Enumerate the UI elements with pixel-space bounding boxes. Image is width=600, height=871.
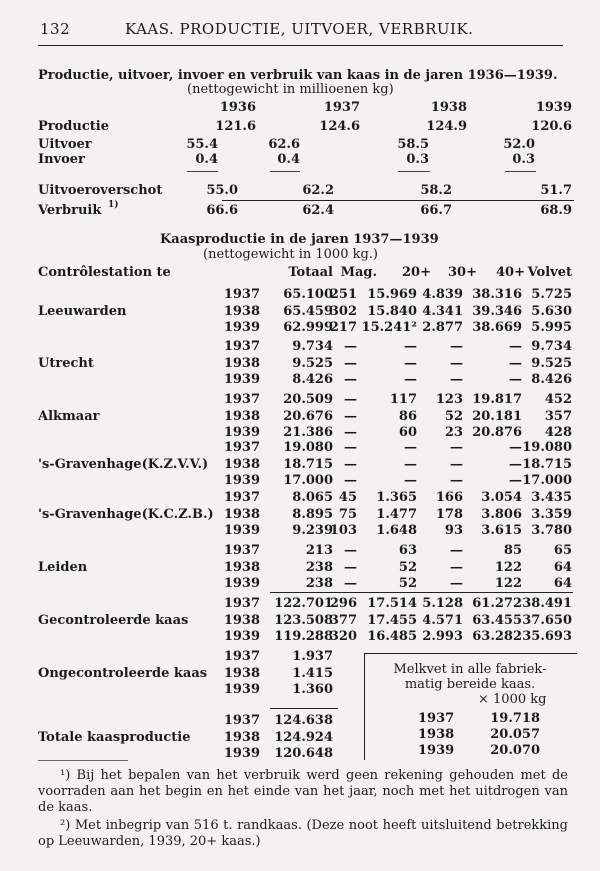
table2-cell: 1938: [223, 729, 260, 745]
table2-cell: 1939: [223, 473, 260, 488]
table2-cell: 35.693: [522, 629, 572, 644]
table1-row-label: Uitvoeroverschot: [38, 183, 163, 198]
table2-cell: 5.725: [531, 287, 572, 302]
table2-cell: 117: [389, 392, 417, 407]
table1-cell: 55.0: [206, 183, 238, 198]
table2-cell: 85: [503, 543, 522, 558]
column-header: 20+: [402, 265, 431, 280]
column-header: Contrôlestation te: [38, 265, 171, 280]
table1-cell: 58.2: [420, 183, 452, 198]
table2-cell: 120.648: [274, 746, 333, 761]
table2-cell: 251: [329, 287, 357, 302]
table2-cell: —: [344, 392, 357, 407]
table2-cell: —: [404, 440, 417, 455]
table2-cell: 8.426: [292, 372, 333, 387]
column-header: Volvet: [527, 265, 572, 280]
table2-cell: —: [450, 543, 463, 558]
table2-cell: 1.415: [292, 665, 333, 681]
total-rule: [222, 200, 574, 201]
table2-cell: 65.100: [283, 287, 333, 302]
table2-cell: 2.993: [422, 629, 463, 644]
table2-cell: 124.924: [274, 729, 333, 745]
table2-cell: 3.054: [481, 490, 522, 505]
group-label: Utrecht: [38, 355, 94, 371]
table2-cell: 1.360: [292, 682, 333, 697]
table1-row-label: Verbruik: [38, 203, 102, 218]
table1-cell: 62.2: [302, 183, 334, 198]
table2-cell: 38.491: [522, 596, 572, 611]
table2-cell: 238: [305, 559, 333, 575]
subtotal-rule: [398, 171, 430, 172]
table2-cell: 1938: [223, 506, 260, 522]
table2-cell: 17.000: [283, 473, 333, 488]
table2-cell: 1939: [223, 629, 260, 644]
table2-cell: 178: [435, 506, 463, 522]
table2-cell: 52: [398, 559, 417, 575]
table2-cell: 296: [329, 596, 357, 611]
table2-cell: 238: [305, 576, 333, 591]
table2-cell: 23: [444, 425, 463, 440]
table2-cell: 20.876: [472, 425, 522, 440]
table1-cell: 66.7: [420, 203, 452, 218]
table2-cell: 5.128: [422, 596, 463, 611]
table2-cell: —: [450, 440, 463, 455]
table2-cell: 38.316: [472, 287, 522, 302]
table1-cell: 62.6: [268, 137, 300, 152]
table2-cell: 377: [329, 612, 357, 628]
year-header: 1937: [323, 100, 360, 115]
table2-cell: 1937: [223, 287, 260, 302]
table2-cell: 1939: [223, 523, 260, 538]
table2-cell: 18.715: [283, 456, 333, 472]
table2-cell: 63.455: [472, 612, 522, 628]
table2-cell: 1.365: [376, 490, 417, 505]
table2-cell: 452: [544, 392, 572, 407]
table1-cell: 52.0: [503, 137, 535, 152]
table2-cell: 1938: [223, 612, 260, 628]
table2-cell: 1937: [223, 713, 260, 728]
table2-cell: —: [344, 372, 357, 387]
table2-cell: 3.435: [531, 490, 572, 505]
table2-cell: 52: [398, 576, 417, 591]
table2-cell: 1939: [223, 372, 260, 387]
table2-cell: —: [404, 339, 417, 354]
table2-cell: 1937: [223, 392, 260, 407]
table2-cell: 18.715: [522, 456, 572, 472]
table2-cell: 75: [338, 506, 357, 522]
table2-cell: 52: [444, 408, 463, 424]
table2-cell: —: [450, 372, 463, 387]
table2-cell: 119.288: [274, 629, 333, 644]
column-header: Totaal: [288, 265, 333, 280]
table1-cell: 0.3: [406, 152, 429, 167]
table1-cell: 0.3: [512, 152, 535, 167]
table1-cell: 121.6: [215, 119, 256, 134]
table2-cell: 1937: [223, 649, 260, 664]
table2-cell: 1938: [223, 408, 260, 424]
table2-cell: 20.509: [283, 392, 333, 407]
table2-cell: 122.701: [274, 596, 333, 611]
table2-cell: —: [344, 425, 357, 440]
table1-cell: 0.4: [277, 152, 300, 167]
table2-cell: —: [450, 559, 463, 575]
table2-cell: 428: [544, 425, 572, 440]
table1-row-label: Productie: [38, 119, 109, 134]
table2-cell: 9.525: [531, 355, 572, 371]
table2-cell: 17.455: [367, 612, 417, 628]
table2-rule: [270, 592, 573, 593]
table2-cell: —: [344, 576, 357, 591]
table2-cell: 213: [305, 543, 333, 558]
table2-cell: —: [344, 440, 357, 455]
table2-cell: 1.648: [376, 523, 417, 538]
table2-cell: 124.638: [274, 713, 333, 728]
table2-cell: —: [509, 473, 522, 488]
table2-cell: 1937: [223, 490, 260, 505]
table2-cell: 8.426: [531, 372, 572, 387]
table2-cell: 19.080: [522, 440, 572, 455]
table2-cell: 5.995: [531, 320, 572, 335]
year-header: 1938: [430, 100, 467, 115]
table2-cell: 1939: [223, 682, 260, 697]
table2-cell: 16.485: [367, 629, 417, 644]
melkvet-year: 1937: [418, 711, 455, 726]
group-label: Ongecontroleerde kaas: [38, 665, 208, 681]
melkvet-value: 19.718: [490, 711, 540, 726]
table2-cell: 39.346: [472, 303, 522, 319]
group-label: Totale kaasproductie: [38, 729, 191, 745]
year-header: 1939: [535, 100, 572, 115]
column-header: Mag.: [340, 265, 377, 280]
group-label: Leeuwarden: [38, 303, 127, 319]
table2-cell: 217: [329, 320, 357, 335]
table2-cell: 123.508: [274, 612, 333, 628]
table2-cell: 17.514: [367, 596, 417, 611]
table2-cell: 62.999: [283, 320, 333, 335]
table2-cell: —: [509, 440, 522, 455]
table2-cell: 19.817: [472, 392, 522, 407]
table2-cell: 17.000: [522, 473, 572, 488]
table1-row-label: Invoer: [38, 152, 85, 167]
table2-subtitle: (nettogewicht in 1000 kg.): [203, 247, 379, 262]
table2-cell: 3.615: [481, 523, 522, 538]
table2-cell: 123: [435, 392, 463, 407]
footnote-ref: 1): [108, 200, 119, 210]
table1-cell: 124.6: [319, 119, 360, 134]
table2-cell: —: [450, 355, 463, 371]
table1-cell: 58.5: [397, 137, 429, 152]
table2-cell: 4.839: [422, 287, 463, 302]
table2-cell: 1937: [223, 543, 260, 558]
melkvet-year: 1938: [418, 727, 455, 742]
table2-cell: 1937: [223, 440, 260, 455]
table2-cell: —: [404, 473, 417, 488]
table1-title: Productie, uitvoer, invoer en verbruik van kaas in de jaren 1936—1939.: [38, 68, 558, 83]
header-rule: [38, 45, 563, 46]
table2-cell: 1938: [223, 456, 260, 472]
table2-cell: —: [450, 576, 463, 591]
footnote-1: ¹) Bij het bepalen van het verbruik werd geen rekening gehouden met de voorraden aan het begin en het einde van het jaar, noch met het uitdrogen van de kaas.: [38, 768, 568, 815]
table2-cell: 93: [444, 523, 463, 538]
group-label: Leiden: [38, 559, 88, 575]
table2-cell: —: [344, 543, 357, 558]
table2-cell: 64: [553, 559, 572, 575]
table2-cell: —: [509, 456, 522, 472]
table2-cell: 320: [329, 629, 357, 644]
table1-cell: 124.9: [426, 119, 467, 134]
table2-cell: 1.477: [376, 506, 417, 522]
running-title: KAAS. PRODUCTIE, UITVOER, VERBRUIK.: [125, 20, 474, 38]
table2-cell: 1938: [223, 665, 260, 681]
table2-cell: 1939: [223, 746, 260, 761]
subtotal-rule: [505, 171, 536, 172]
table1-cell: 55.4: [186, 137, 218, 152]
table2-cell: —: [344, 408, 357, 424]
table2-cell: —: [450, 456, 463, 472]
table2-cell: 8.895: [292, 506, 333, 522]
group-label: 's-Gravenhage(K.Z.V.V.): [38, 456, 209, 472]
group-label: Alkmaar: [38, 408, 100, 424]
table2-title: Kaasproductie in de jaren 1937—1939: [160, 232, 439, 247]
page-number: 132: [40, 20, 71, 38]
table2-cell: 15.241²: [361, 320, 417, 335]
table2-cell: —: [344, 339, 357, 354]
group-label: Gecontroleerde kaas: [38, 612, 189, 628]
table2-cell: 9.239: [292, 523, 333, 538]
footnote-2: ²) Met inbegrip van 516 t. randkaas. (Deze noot heeft uitsluitend betrekking op Leeuwarden, 1939, 20+ kaas.): [38, 818, 568, 849]
melkvet-unit: × 1000 kg: [478, 692, 547, 707]
melkvet-value: 20.070: [490, 743, 540, 758]
table2-cell: 9.734: [292, 339, 333, 354]
group-label: 's-Gravenhage(K.C.Z.B.): [38, 506, 214, 522]
column-header: 30+: [448, 265, 477, 280]
table2-cell: —: [509, 339, 522, 354]
table2-cell: 1939: [223, 425, 260, 440]
table1-cell: 68.9: [540, 203, 572, 218]
table2-cell: 15.969: [367, 287, 417, 302]
table2-cell: —: [404, 372, 417, 387]
table2-cell: 4.571: [422, 612, 463, 628]
table2-cell: —: [509, 372, 522, 387]
table2-cell: 357: [544, 408, 572, 424]
melkvet-value: 20.057: [490, 727, 540, 742]
melkvet-title-1: Melkvet in alle fabriek-: [393, 662, 547, 677]
table2-cell: 1938: [223, 559, 260, 575]
table2-cell: 1938: [223, 303, 260, 319]
table2-cell: 45: [338, 490, 357, 505]
table2-cell: 166: [435, 490, 463, 505]
table2-cell: —: [344, 456, 357, 472]
table2-cell: 1939: [223, 576, 260, 591]
table2-cell: 65: [553, 543, 572, 558]
table2-cell: 122: [494, 559, 522, 575]
table2-cell: 61.272: [472, 596, 522, 611]
table2-cell: 3.806: [481, 506, 522, 522]
table2-cell: 9.734: [531, 339, 572, 354]
melkvet-year: 1939: [418, 743, 455, 758]
table2-cell: 20.181: [472, 408, 522, 424]
table2-cell: 1.937: [292, 649, 333, 664]
table2-cell: 1938: [223, 355, 260, 371]
table1-cell: 0.4: [195, 152, 218, 167]
subtotal-rule: [270, 171, 300, 172]
table2-cell: 1937: [223, 596, 260, 611]
table2-cell: 2.877: [422, 320, 463, 335]
subtotal-rule: [187, 171, 218, 172]
table1-row-label: Uitvoer: [38, 137, 92, 152]
table2-cell: —: [344, 559, 357, 575]
table2-cell: 122: [494, 576, 522, 591]
table2-cell: —: [450, 473, 463, 488]
table2-cell: —: [509, 355, 522, 371]
column-header: 40+: [496, 265, 525, 280]
table2-cell: 15.840: [367, 303, 417, 319]
table2-cell: 38.669: [472, 320, 522, 335]
table2-cell: 1937: [223, 339, 260, 354]
table2-cell: 3.359: [531, 506, 572, 522]
table2-cell: —: [344, 355, 357, 371]
table2-cell: 4.341: [422, 303, 463, 319]
table2-cell: 1939: [223, 320, 260, 335]
year-header: 1936: [219, 100, 256, 115]
table1-subtitle: (nettogewicht in millioenen kg): [187, 82, 394, 97]
table2-cell: 9.525: [292, 355, 333, 371]
table1-cell: 120.6: [531, 119, 572, 134]
table2-cell: 63: [398, 543, 417, 558]
footnote-rule: [38, 760, 128, 761]
table1-cell: 62.4: [302, 203, 334, 218]
table2-cell: —: [404, 456, 417, 472]
table2-cell: 103: [329, 523, 357, 538]
table2-cell: 19.080: [283, 440, 333, 455]
melkvet-title-2: matig bereide kaas.: [404, 677, 536, 692]
table2-cell: —: [450, 339, 463, 354]
table2-cell: 86: [398, 408, 417, 424]
table2-cell: 302: [329, 303, 357, 319]
table2-cell: 20.676: [283, 408, 333, 424]
table2-cell: 37.650: [522, 612, 572, 628]
table2-cell: —: [404, 355, 417, 371]
table2-cell: 65.459: [283, 303, 333, 319]
table2-cell: 8.065: [292, 490, 333, 505]
table1-cell: 66.6: [206, 203, 238, 218]
table2-cell: —: [344, 473, 357, 488]
table2-cell: 63.282: [472, 629, 522, 644]
table1-cell: 51.7: [540, 183, 572, 198]
table2-cell: 21.386: [283, 425, 333, 440]
table2-cell: 60: [398, 425, 417, 440]
table2-cell: 64: [553, 576, 572, 591]
table2-cell: 3.780: [531, 523, 572, 538]
table2-cell: 5.630: [531, 303, 572, 319]
table2-rule: [270, 708, 338, 709]
